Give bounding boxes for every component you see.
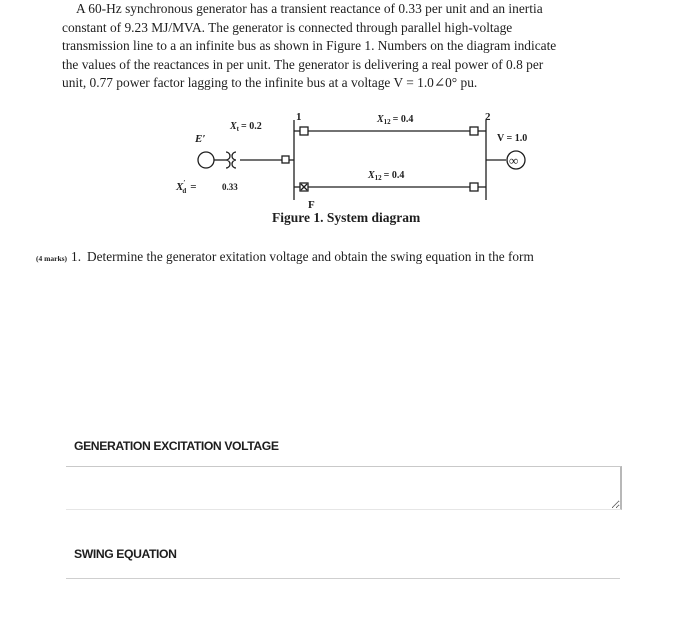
xd-label: X′ d =: [176, 179, 197, 195]
x12-bottom-label: $X_{12} = 0.4$: [368, 170, 405, 182]
problem-line: A 60-Hz synchronous generator has a transient reactance of 0.33 per unit and an inertia: [76, 1, 543, 16]
question-text: Determine the generator exitation voltage and obtain the swing equation in the form: [87, 249, 534, 264]
excitation-voltage-label: GENERATION EXCITATION VOLTAGE: [74, 439, 279, 453]
problem-line: the values of the reactances in per unit. The generator is delivering a real power of 0.8 per: [62, 56, 544, 72]
node-2-label: 2: [485, 111, 491, 123]
excitation-voltage-answer[interactable]: [66, 466, 622, 510]
marks-badge: (4 marks): [36, 254, 68, 263]
swing-equation-label: SWING EQUATION: [74, 547, 177, 561]
breaker-2-bottom: [470, 183, 478, 191]
problem-line: constant of 9.23 MJ/MVA. The generator is connected through parallel high-voltage: [62, 19, 513, 35]
generator-symbol: [198, 152, 214, 168]
x12-top-label: $X_{12} = 0.4$: [377, 114, 414, 126]
breaker-1-top: [300, 127, 308, 135]
figure-caption: Figure 1. System diagram: [272, 210, 421, 225]
infinite-symbol: ∞: [509, 153, 519, 168]
system-diagram: [0, 0, 700, 240]
problem-line: transmission line to a an infinite bus as shown in Figure 1. Numbers on the diagram indicate: [62, 38, 557, 54]
problem-line: unit, 0.77 power factor lagging to the infinite bus at a voltage V = 1.0∠0° pu.: [62, 75, 478, 91]
question-1: [36, 249, 656, 265]
breaker-2-top: [470, 127, 478, 135]
xt-label: $X_t = 0.2$: [230, 121, 262, 133]
transformer-symbol: [226, 152, 236, 168]
breaker-gen: [282, 156, 289, 163]
swing-equation-answer[interactable]: [66, 576, 620, 579]
question-number: 1.: [71, 249, 82, 264]
xd-value: 0.33: [222, 182, 238, 192]
e-prime-label: E′: [195, 133, 206, 145]
v-label: V = 1.0: [497, 133, 528, 144]
fault-label: F: [308, 199, 315, 211]
node-1-label: 1: [296, 111, 302, 123]
